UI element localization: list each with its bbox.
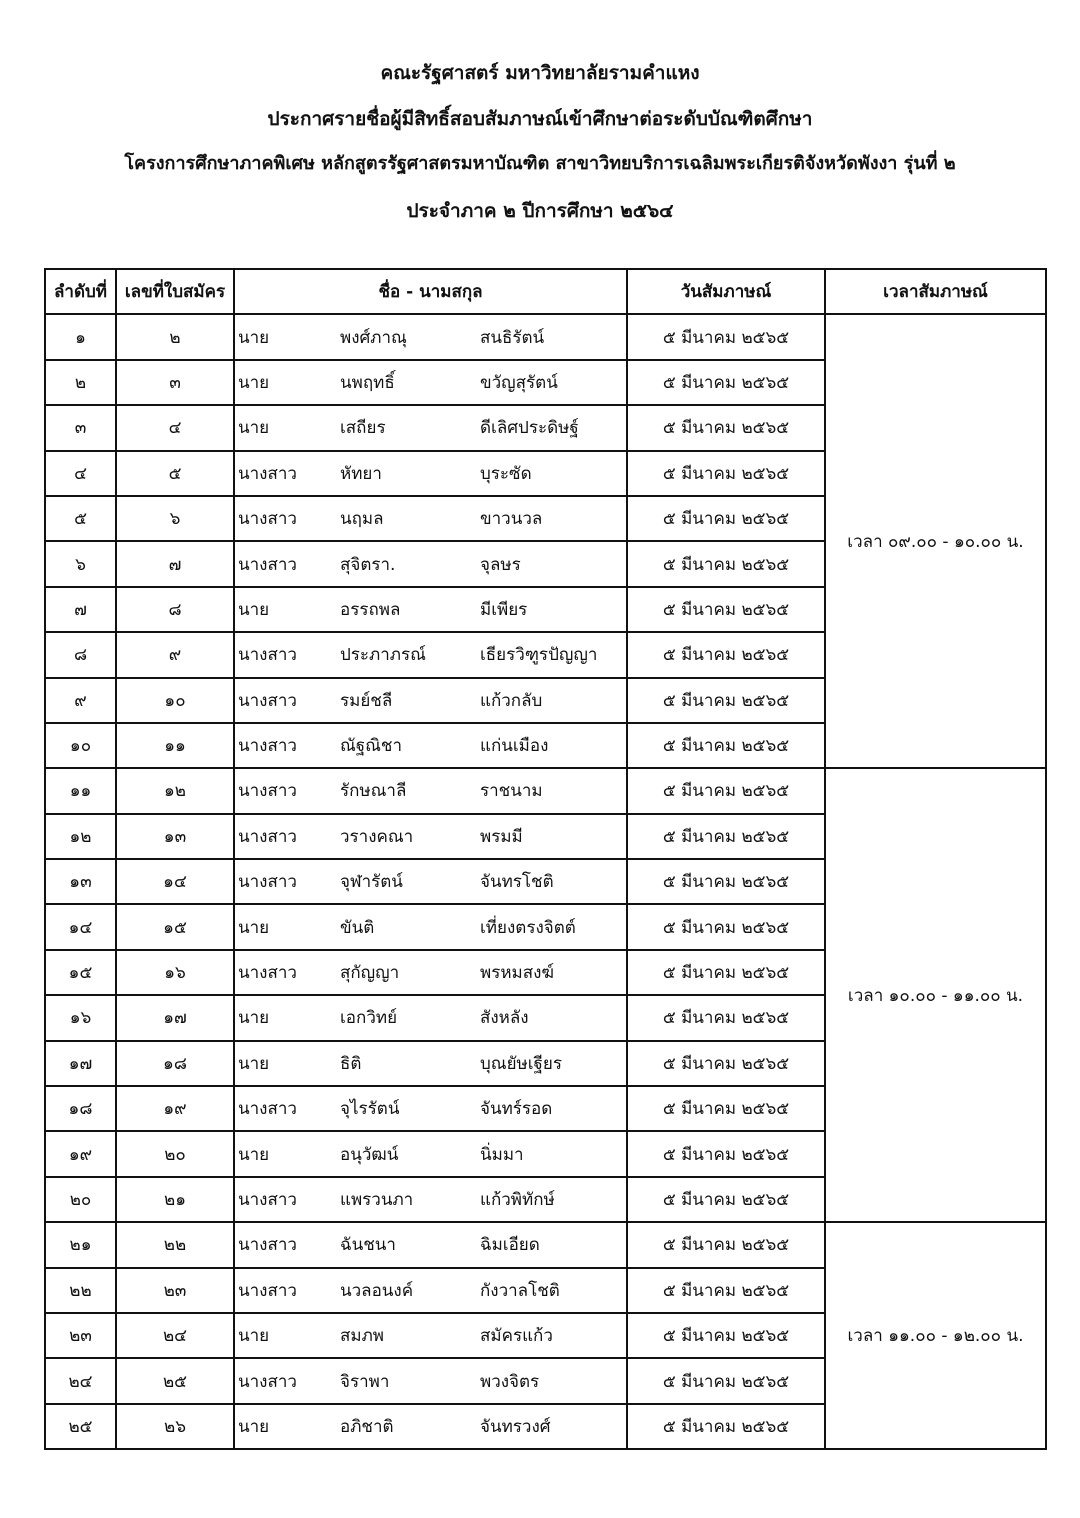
first-name: จุฬารัตน์ xyxy=(340,872,403,893)
applicant-name xyxy=(234,1041,627,1086)
applicant-name xyxy=(234,768,627,813)
name-title: นางสาว xyxy=(238,736,297,757)
application-number: ๒๔ xyxy=(116,1313,234,1358)
interview-roster-table xyxy=(44,268,1047,1450)
first-name: วรางคณา xyxy=(340,826,414,847)
last-name: สังหลัง xyxy=(480,1008,529,1029)
row-number: ๓ xyxy=(45,405,116,450)
row-number: ๑๑ xyxy=(45,768,116,813)
applicant-name xyxy=(234,1177,627,1222)
application-number: ๒๓ xyxy=(116,1268,234,1313)
application-number: ๓ xyxy=(116,360,234,405)
application-number: ๑๓ xyxy=(116,814,234,859)
applicant-name xyxy=(234,1358,627,1403)
applicant-name xyxy=(234,541,627,586)
applicant-name xyxy=(234,451,627,496)
application-number: ๖ xyxy=(116,496,234,541)
applicant-name xyxy=(234,859,627,904)
first-name: อนุวัฒน์ xyxy=(340,1144,399,1165)
table-row xyxy=(45,768,1046,813)
semester-title: ประจำภาค ๒ ปีการศึกษา ๒๕๖๔ xyxy=(406,200,674,222)
first-name: ณัฐณิชา xyxy=(340,736,403,757)
first-name: จิราพา xyxy=(340,1371,390,1392)
last-name: พวงจิตร xyxy=(480,1371,540,1392)
row-number: ๑๕ xyxy=(45,950,116,995)
applicant-name xyxy=(234,1086,627,1131)
last-name: แก้วกลับ xyxy=(480,690,543,711)
name-title: นางสาว xyxy=(238,963,297,984)
name-title: นางสาว xyxy=(238,1190,297,1210)
applicant-name xyxy=(234,405,627,450)
applicant-name xyxy=(234,950,627,995)
first-name: อภิชาติ xyxy=(340,1416,394,1437)
interview-date: ๕ มีนาคม ๒๕๖๕ xyxy=(627,587,825,632)
last-name: มีเพียร xyxy=(480,599,528,620)
last-name: จันทรโชติ xyxy=(480,872,554,893)
interview-date: ๕ มีนาคม ๒๕๖๕ xyxy=(627,405,825,450)
first-name: พงศ์ภาณุ xyxy=(340,327,407,348)
first-name: นวลอนงค์ xyxy=(340,1280,414,1301)
column-header-name: ชื่อ - นามสกุล xyxy=(234,269,627,314)
first-name: รมย์ชลี xyxy=(340,690,393,711)
last-name: พรหมสงฆ์ xyxy=(480,963,555,984)
name-title: นาย xyxy=(238,418,270,439)
interview-date: ๕ มีนาคม ๒๕๖๕ xyxy=(627,1086,825,1131)
application-number: ๒ xyxy=(116,314,234,359)
name-title: นาย xyxy=(238,1326,270,1347)
name-title: นางสาว xyxy=(238,463,297,484)
last-name: ขาวนวล xyxy=(480,509,543,530)
interview-date: ๕ มีนาคม ๒๕๖๕ xyxy=(627,1313,825,1358)
application-number: ๒๕ xyxy=(116,1358,234,1403)
application-number: ๔ xyxy=(116,405,234,450)
interview-date: ๕ มีนาคม ๒๕๖๕ xyxy=(627,950,825,995)
last-name: แก้วพิทักษ์ xyxy=(480,1190,555,1210)
last-name: บุระซัด xyxy=(480,463,532,484)
application-number: ๑๐ xyxy=(116,678,234,723)
applicant-name xyxy=(234,904,627,949)
table-row xyxy=(45,1222,1046,1267)
row-number: ๑๘ xyxy=(45,1086,116,1131)
last-name: เธียรวิฑูรปัญญา xyxy=(480,645,598,666)
row-number: ๕ xyxy=(45,496,116,541)
first-name: นพฤทธิ์ xyxy=(340,372,395,393)
applicant-name xyxy=(234,1313,627,1358)
application-number: ๒๑ xyxy=(116,1177,234,1222)
first-name: เอกวิทย์ xyxy=(340,1008,398,1029)
table-row xyxy=(45,314,1046,359)
row-number: ๘ xyxy=(45,632,116,677)
applicant-name xyxy=(234,723,627,768)
row-number: ๒๓ xyxy=(45,1313,116,1358)
interview-date: ๕ มีนาคม ๒๕๖๕ xyxy=(627,1358,825,1403)
application-number: ๑๑ xyxy=(116,723,234,768)
application-number: ๒๒ xyxy=(116,1222,234,1267)
interview-date: ๕ มีนาคม ๒๕๖๕ xyxy=(627,859,825,904)
name-title: นาย xyxy=(238,1144,270,1165)
interview-date: ๕ มีนาคม ๒๕๖๕ xyxy=(627,541,825,586)
last-name: สมัครแก้ว xyxy=(480,1326,553,1347)
last-name: จันทร์รอด xyxy=(480,1099,553,1120)
applicant-name xyxy=(234,678,627,723)
last-name: พรมมี xyxy=(480,826,523,847)
interview-date: ๕ มีนาคม ๒๕๖๕ xyxy=(627,1268,825,1313)
row-number: ๗ xyxy=(45,587,116,632)
row-number: ๒๒ xyxy=(45,1268,116,1313)
name-title: นาย xyxy=(238,372,270,393)
interview-date: ๕ มีนาคม ๒๕๖๕ xyxy=(627,1404,825,1449)
name-title: นางสาว xyxy=(238,554,297,575)
name-title: นางสาว xyxy=(238,645,297,666)
applicant-name xyxy=(234,814,627,859)
application-number: ๑๒ xyxy=(116,768,234,813)
interview-date: ๕ มีนาคม ๒๕๖๕ xyxy=(627,904,825,949)
last-name: ดีเลิศประดิษฐ์ xyxy=(480,418,579,439)
row-number: ๔ xyxy=(45,451,116,496)
last-name: เที่ยงตรงจิตต์ xyxy=(480,917,576,938)
interview-date: ๕ มีนาคม ๒๕๖๕ xyxy=(627,768,825,813)
applicant-name xyxy=(234,314,627,359)
first-name: สุจิตรา. xyxy=(340,554,396,575)
interview-date: ๕ มีนาคม ๒๕๖๕ xyxy=(627,995,825,1040)
first-name: รักษณาลี xyxy=(340,781,407,802)
name-title: นาย xyxy=(238,1053,270,1074)
applicant-name xyxy=(234,1268,627,1313)
name-title: นางสาว xyxy=(238,1235,297,1256)
first-name: เสถียร xyxy=(340,418,386,439)
applicant-name xyxy=(234,995,627,1040)
interview-date: ๕ มีนาคม ๒๕๖๕ xyxy=(627,496,825,541)
first-name: ธิติ xyxy=(340,1053,362,1074)
first-name: อรรถพล xyxy=(340,599,401,620)
last-name: สนธิรัตน์ xyxy=(480,327,545,348)
row-number: ๒ xyxy=(45,360,116,405)
application-number: ๑๘ xyxy=(116,1041,234,1086)
application-number: ๑๕ xyxy=(116,904,234,949)
name-title: นางสาว xyxy=(238,1371,297,1392)
name-title: นางสาว xyxy=(238,509,297,530)
application-number: ๙ xyxy=(116,632,234,677)
applicant-name xyxy=(234,1222,627,1267)
column-header-app-no: เลขที่ใบสมัคร xyxy=(116,269,234,314)
application-number: ๑๔ xyxy=(116,859,234,904)
column-header-time: เวลาสัมภาษณ์ xyxy=(825,269,1046,314)
first-name: ขันติ xyxy=(340,917,375,938)
table-body xyxy=(45,314,1046,1449)
interview-date: ๕ มีนาคม ๒๕๖๕ xyxy=(627,1222,825,1267)
interview-date: ๕ มีนาคม ๒๕๖๕ xyxy=(627,1131,825,1176)
first-name: จุไรรัตน์ xyxy=(340,1099,400,1120)
interview-date: ๕ มีนาคม ๒๕๖๕ xyxy=(627,451,825,496)
interview-time-slot: เวลา ๑๑.๐๐ - ๑๒.๐๐ น. xyxy=(825,1222,1046,1449)
application-number: ๑๙ xyxy=(116,1086,234,1131)
interview-date: ๕ มีนาคม ๒๕๖๕ xyxy=(627,360,825,405)
last-name: จุลษร xyxy=(480,554,521,575)
applicant-name xyxy=(234,632,627,677)
name-title: นาย xyxy=(238,1416,270,1437)
row-number: ๑๓ xyxy=(45,859,116,904)
column-header-date: วันสัมภาษณ์ xyxy=(627,269,825,314)
name-title: นางสาว xyxy=(238,781,297,802)
row-number: ๑ xyxy=(45,314,116,359)
application-number: ๗ xyxy=(116,541,234,586)
name-title: นาย xyxy=(238,1008,270,1029)
applicant-name xyxy=(234,1131,627,1176)
faculty-title: คณะรัฐศาสตร์ มหาวิทยาลัยรามคำแหง xyxy=(380,62,700,84)
last-name: จันทรวงศ์ xyxy=(480,1416,551,1437)
interview-date: ๕ มีนาคม ๒๕๖๕ xyxy=(627,678,825,723)
interview-date: ๕ มีนาคม ๒๕๖๕ xyxy=(627,1177,825,1222)
first-name: นฤมล xyxy=(340,509,384,530)
name-title: นาย xyxy=(238,599,270,620)
interview-date: ๕ มีนาคม ๒๕๖๕ xyxy=(627,723,825,768)
applicant-name xyxy=(234,360,627,405)
table-header-row xyxy=(45,269,1046,314)
row-number: ๒๔ xyxy=(45,1358,116,1403)
last-name: ฉิมเอียด xyxy=(480,1235,540,1256)
application-number: ๕ xyxy=(116,451,234,496)
last-name: ขวัญสุรัตน์ xyxy=(480,372,558,393)
interview-date: ๕ มีนาคม ๒๕๖๕ xyxy=(627,1041,825,1086)
interview-date: ๕ มีนาคม ๒๕๖๕ xyxy=(627,632,825,677)
name-title: นางสาว xyxy=(238,690,297,711)
last-name: นิ่มมา xyxy=(480,1144,524,1165)
name-title: นางสาว xyxy=(238,872,297,893)
interview-time-slot: เวลา ๑๐.๐๐ - ๑๑.๐๐ น. xyxy=(825,768,1046,1222)
row-number: ๑๗ xyxy=(45,1041,116,1086)
first-name: แพรวนภา xyxy=(340,1190,414,1210)
announcement-title: ประกาศรายชื่อผู้มีสิทธิ์สอบสัมภาษณ์เข้าศึกษาต่อระดับบัณฑิตศึกษา xyxy=(267,108,813,130)
first-name: สุกัญญา xyxy=(340,963,400,984)
row-number: ๑๐ xyxy=(45,723,116,768)
first-name: ประภาภรณ์ xyxy=(340,645,426,666)
applicant-name xyxy=(234,496,627,541)
interview-date: ๕ มีนาคม ๒๕๖๕ xyxy=(627,314,825,359)
application-number: ๒๐ xyxy=(116,1131,234,1176)
first-name: ฉันชนา xyxy=(340,1235,396,1256)
interview-time-slot: เวลา ๐๙.๐๐ - ๑๐.๐๐ น. xyxy=(825,314,1046,768)
application-number: ๑๖ xyxy=(116,950,234,995)
row-number: ๙ xyxy=(45,678,116,723)
row-number: ๑๒ xyxy=(45,814,116,859)
application-number: ๒๖ xyxy=(116,1404,234,1449)
program-title: โครงการศึกษาภาคพิเศษ หลักสูตรรัฐศาสตรมหาบัณฑิต สาขาวิทยบริการเฉลิมพระเกียรติจังหวัดพังงา รุ่นที่ ๒ xyxy=(124,153,956,174)
row-number: ๑๔ xyxy=(45,904,116,949)
last-name: ราชนาม xyxy=(480,781,543,802)
name-title: นางสาว xyxy=(238,826,297,847)
name-title: นาย xyxy=(238,327,270,348)
applicant-name xyxy=(234,1404,627,1449)
application-number: ๑๗ xyxy=(116,995,234,1040)
name-title: นางสาว xyxy=(238,1280,297,1301)
row-number: ๖ xyxy=(45,541,116,586)
application-number: ๘ xyxy=(116,587,234,632)
row-number: ๒๐ xyxy=(45,1177,116,1222)
row-number: ๑๙ xyxy=(45,1131,116,1176)
last-name: แก่นเมือง xyxy=(480,736,549,757)
name-title: นาย xyxy=(238,917,270,938)
interview-date: ๕ มีนาคม ๒๕๖๕ xyxy=(627,814,825,859)
last-name: บุณยัษเฐียร xyxy=(480,1053,563,1074)
row-number: ๒๕ xyxy=(45,1404,116,1449)
row-number: ๑๖ xyxy=(45,995,116,1040)
last-name: กังวาลโชติ xyxy=(480,1280,560,1301)
first-name: หัทยา xyxy=(340,463,382,484)
row-number: ๒๑ xyxy=(45,1222,116,1267)
name-title: นางสาว xyxy=(238,1099,297,1120)
first-name: สมภพ xyxy=(340,1326,384,1347)
applicant-name xyxy=(234,587,627,632)
column-header-no: ลำดับที่ xyxy=(45,269,116,314)
